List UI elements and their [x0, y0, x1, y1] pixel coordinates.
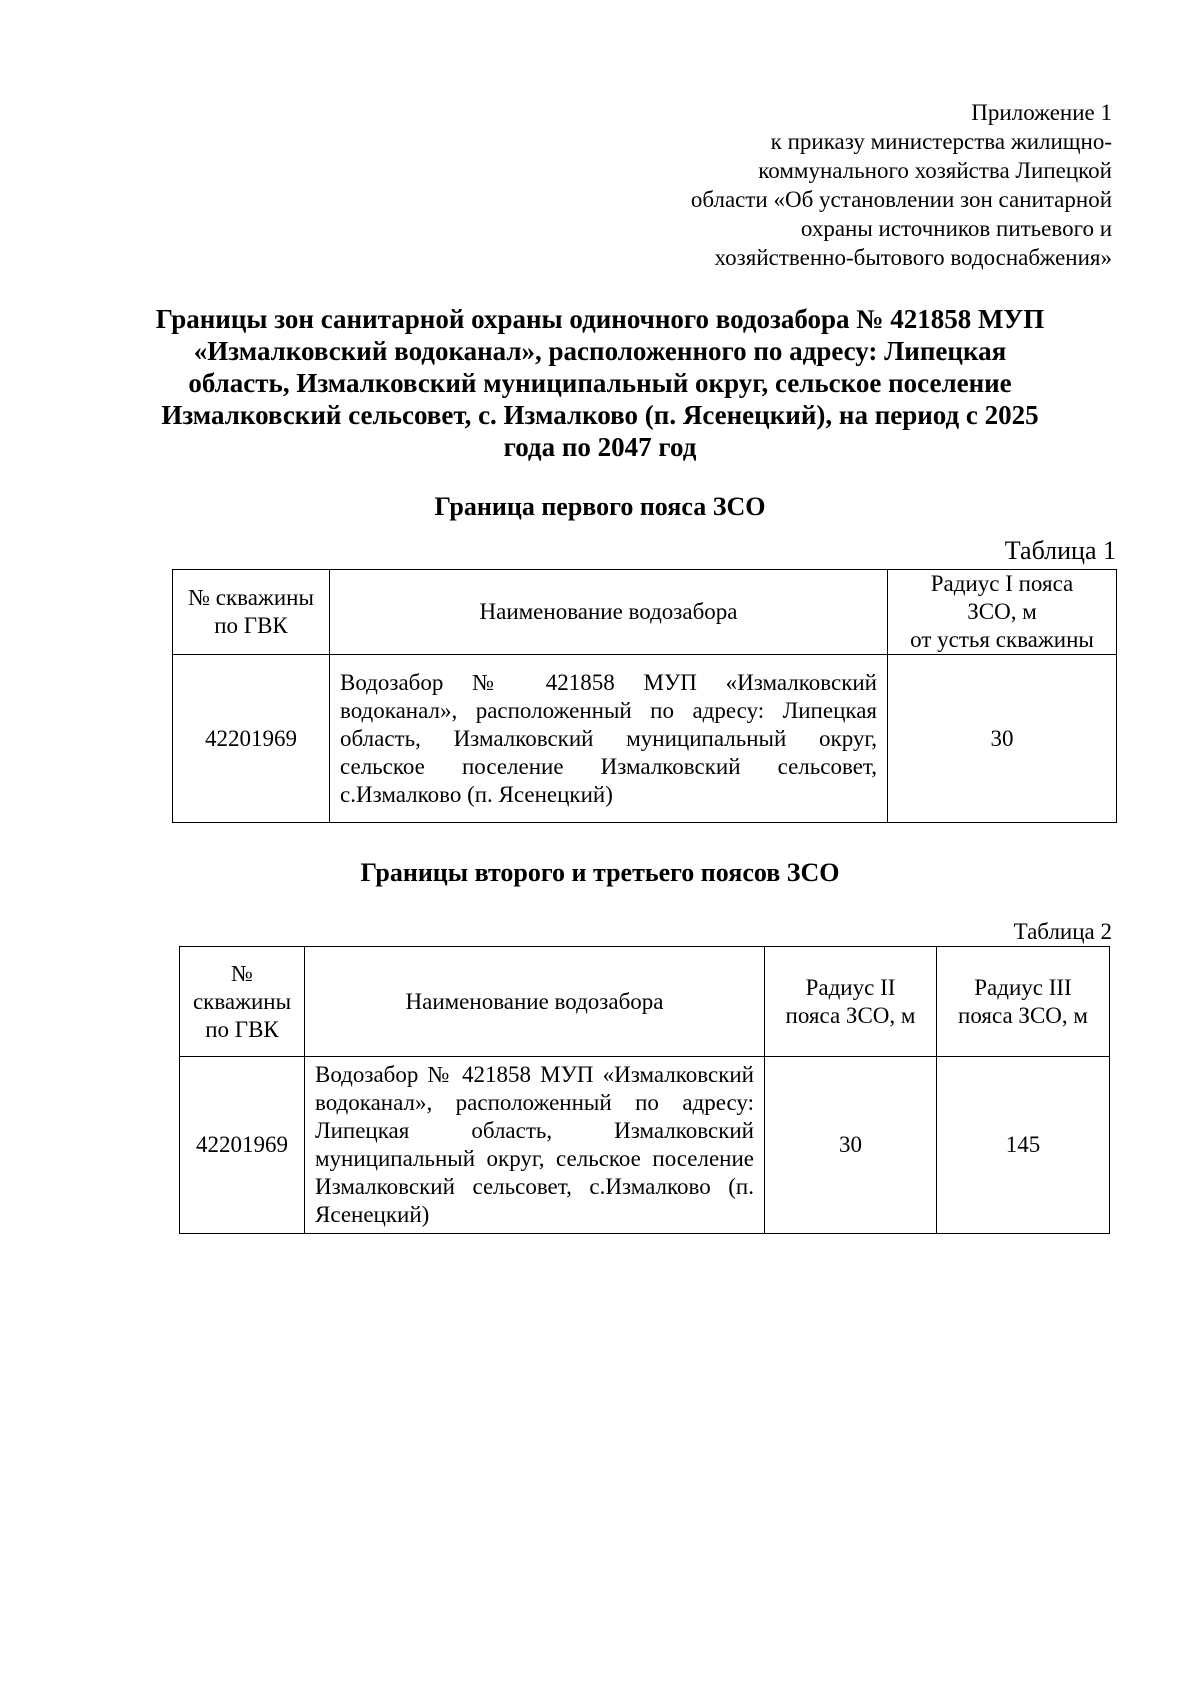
header-radius-3 — [937, 947, 1110, 1057]
document-title — [150, 303, 1050, 463]
appendix-line: Приложение 1 — [971, 100, 1112, 125]
table-2 — [179, 946, 1110, 1234]
header-line: № скважины — [188, 585, 314, 610]
header-well-number — [180, 947, 305, 1057]
appendix-line: к приказу министерства жилищно- — [770, 129, 1112, 154]
appendix-line: хозяйственно-бытового водоснабжения» — [714, 245, 1112, 270]
header-well-number — [173, 570, 330, 655]
header-radius-2 — [765, 947, 937, 1057]
table-row — [173, 655, 1117, 823]
section-1-heading: Граница первого пояса ЗСО — [434, 492, 766, 521]
header-line: Радиус II — [805, 974, 896, 1000]
header-radius-1 — [888, 570, 1117, 655]
appendix-line: коммунального хозяйства Липецкой — [758, 158, 1112, 183]
header-line: пояса ЗСО, м — [958, 1002, 1088, 1028]
title-line: «Измалковский водоканал», расположенного по адресу: Липецкая — [193, 336, 1007, 366]
cell-well-number: 42201969 — [180, 1057, 305, 1234]
table-2-header-row — [180, 947, 1110, 1057]
header-line: Радиус I пояса — [930, 571, 1074, 596]
cell-radius-3: 145 — [937, 1057, 1110, 1234]
cell-well-number: 42201969 — [173, 655, 330, 823]
table-2-label: Таблица 2 — [1013, 919, 1112, 944]
cell-radius-2: 30 — [765, 1057, 937, 1234]
table-1-header-row — [173, 570, 1117, 655]
cell-radius-1: 30 — [888, 655, 1117, 823]
header-line: скважины — [192, 988, 292, 1014]
header-line: пояса ЗСО, м — [785, 1002, 916, 1028]
title-line: Измалковский сельсовет, с. Измалково (п. Ясенецкий), на период с 2025 — [161, 400, 1039, 430]
header-line: по ГВК — [214, 613, 288, 638]
header-line: Радиус III — [974, 974, 1072, 1000]
header-line: по ГВК — [205, 1016, 279, 1042]
title-line: года по 2047 год — [503, 432, 697, 462]
table-1-label: Таблица 1 — [1004, 536, 1116, 565]
header-line: № — [231, 960, 253, 986]
header-line: от устья скважины — [910, 627, 1094, 652]
table-1 — [172, 569, 1117, 823]
appendix-header — [552, 98, 1112, 272]
cell-intake-name: Водозабор № 421858 МУП «Измалковский водоканал», расположенный по адресу: Липецкая область, Измалковский муниципальный округ, сельское поселение Измалковский сельсовет, с.Измалково (п. Ясенецкий) — [305, 1057, 765, 1234]
header-intake-name: Наименование водозабора — [305, 947, 765, 1057]
appendix-line: охраны источников питьевого и — [800, 216, 1112, 241]
section-2-heading: Границы второго и третьего поясов ЗСО — [360, 858, 840, 887]
table-row — [180, 1057, 1110, 1234]
appendix-line: области «Об установлении зон санитарной — [690, 187, 1112, 212]
cell-intake-name: Водозабор № 421858 МУП «Измалковский водоканал», расположенный по адресу: Липецкая область, Измалковский муниципальный округ, сельское поселение Измалковский сельсовет, с.Измалково (п. Ясенецкий) — [330, 655, 888, 823]
header-intake-name: Наименование водозабора — [330, 570, 888, 655]
header-line: ЗСО, м — [967, 599, 1037, 624]
title-line: область, Измалковский муниципальный округ, сельское поселение — [188, 368, 1012, 398]
title-line: Границы зон санитарной охраны одиночного водозабора № 421858 МУП — [155, 304, 1045, 334]
